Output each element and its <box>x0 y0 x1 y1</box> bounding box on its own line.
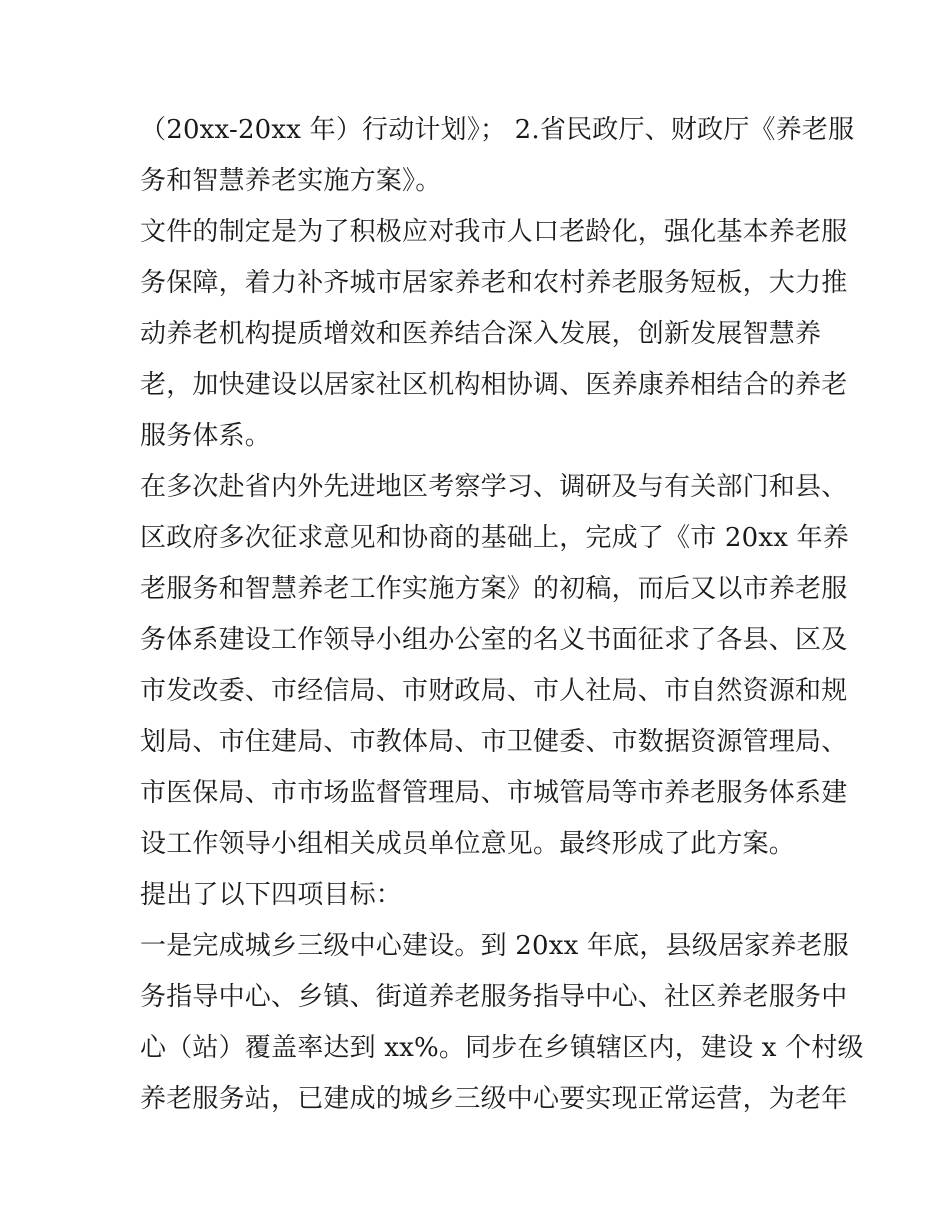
text-line: 务指导中心、乡镇、街道养老服务指导中心、社区养老服务中 <box>140 982 848 1012</box>
text-line: 区政府多次征求意见和协商的基础上，完成了《市 20xx 年养 <box>140 523 849 553</box>
text-line: 一是完成城乡三级中心建设。到 20xx 年底，县级居家养老服 <box>140 931 849 961</box>
text-line: 老，加快建设以居家社区机构相协调、医养康养相结合的养老 <box>140 370 848 400</box>
document-body <box>140 105 864 1125</box>
text-line: 养老服务站，已建成的城乡三级中心要实现正常运营，为老年 <box>140 1084 848 1114</box>
text-line: 务保障，着力补齐城市居家养老和农村养老服务短板，大力推 <box>140 268 848 298</box>
text-line: 动养老机构提质增效和医养结合深入发展，创新发展智慧养 <box>140 319 822 349</box>
text-line: 提出了以下四项目标： <box>140 880 403 910</box>
text-line: 服务体系。 <box>140 421 272 451</box>
text-line: 市发改委、市经信局、市财政局、市人社局、市自然资源和规 <box>140 676 848 706</box>
text-line: 设工作领导小组相关成员单位意见。最终形成了此方案。 <box>140 829 796 859</box>
text-line: 老服务和智慧养老工作实施方案》的初稿，而后又以市养老服 <box>140 574 848 604</box>
text-line: 划局、市住建局、市教体局、市卫健委、市数据资源管理局、 <box>140 727 848 757</box>
text-line: （20xx-20xx 年）行动计划》； 2.省民政厅、财政厅《养老服 <box>140 115 855 145</box>
text-line: 务体系建设工作领导小组办公室的名义书面征求了各县、区及 <box>140 625 848 655</box>
text-line: 心（站）覆盖率达到 xx%。同步在乡镇辖区内，建设 x 个村级 <box>140 1033 864 1063</box>
text-line: 文件的制定是为了积极应对我市人口老龄化，强化基本养老服 <box>140 217 848 247</box>
text-line: 务和智慧养老实施方案》。 <box>140 166 442 196</box>
text-line: 在多次赴省内外先进地区考察学习、调研及与有关部门和县、 <box>140 472 848 502</box>
text-line: 市医保局、市市场监督管理局、市城管局等市养老服务体系建 <box>140 778 848 808</box>
